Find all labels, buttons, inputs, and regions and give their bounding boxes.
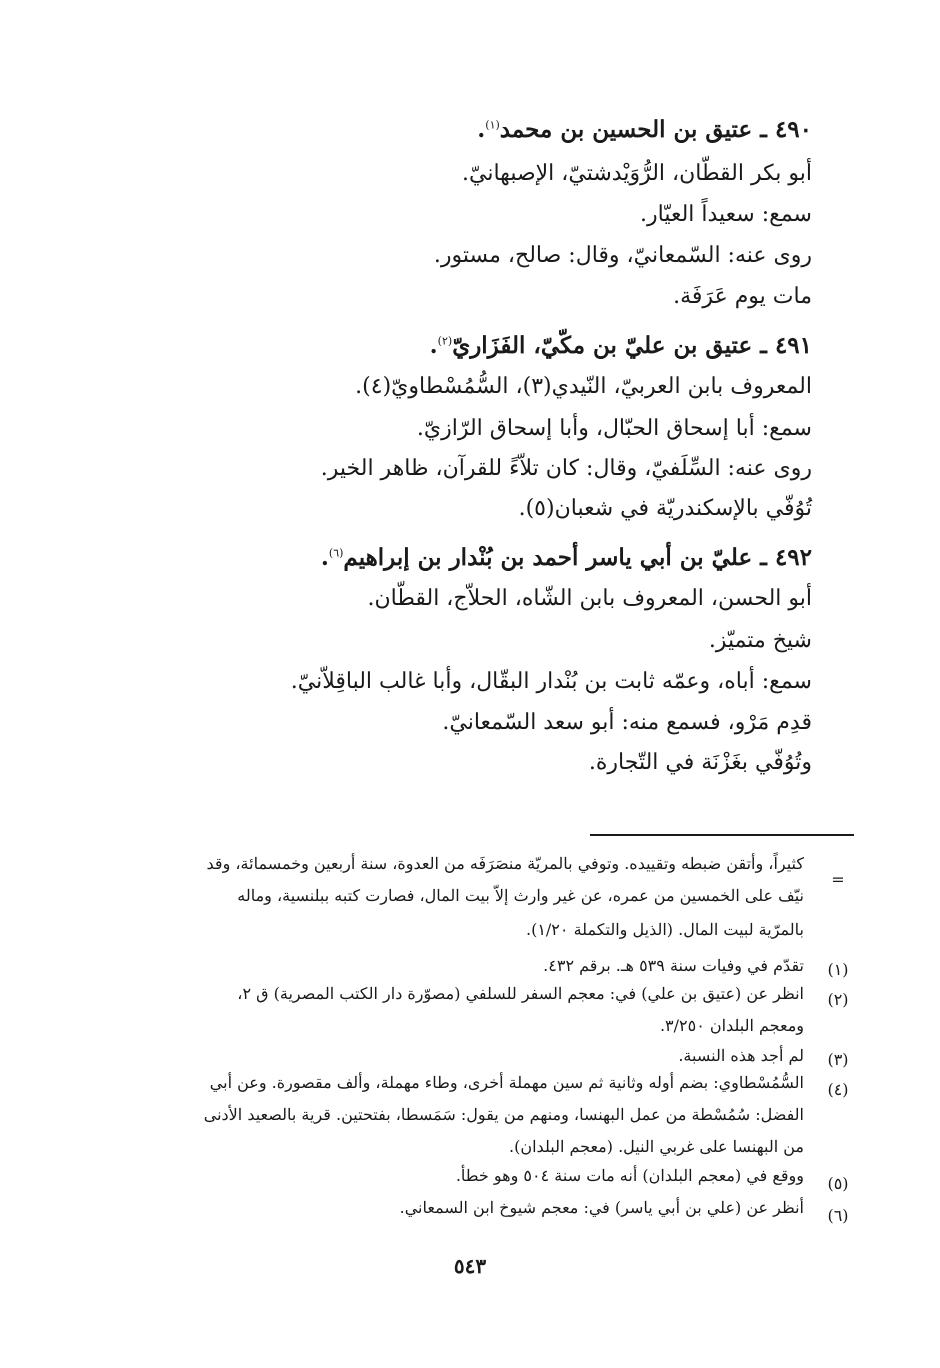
- footnote-number: (١): [827, 960, 849, 979]
- footnote-number: (٣): [827, 1050, 849, 1069]
- footnote-ref: (٦): [328, 546, 344, 560]
- entry-heading: ٤٩١ ـ عتيق بن عليّ بن مكّيّ، الفَزَاريّ$^{(٢)}$.: [429, 332, 812, 359]
- entry-line: سمع: أباه، وعمّه ثابت بن بُنْدار البقّال، وأبا غالب الباقِلاّنيّ.: [290, 669, 812, 694]
- footnote-number: (٦): [827, 1206, 849, 1225]
- footnote-ref: (١): [485, 118, 500, 132]
- entry-line: وتُوُفّي بغَزْنَة في التّجارة.: [588, 750, 812, 775]
- entry-line: روى عنه: السّمعانيّ، وقال: صالح، مستور.: [433, 243, 812, 268]
- entry-line: المعروف بابن العربيّ، النّيدي(٣)، السُّمُسْطاويّ(٤).: [355, 374, 812, 399]
- entry-line: قدِم مَرْو، فسمع منه: أبو سعد السّمعانيّ.: [442, 710, 812, 735]
- entry-line: سمع: سعيداً العيّار.: [640, 202, 812, 227]
- footnote-ref: (٢): [437, 334, 453, 348]
- footnote-line: كثيراً، وأتقن ضبطه وتقييده. وتوفي بالمريّة منصَرَفَه من العدوة، سنة أربعين وخمسمائة، وقد: [206, 854, 804, 873]
- page-number: ٥٤٣: [453, 1254, 487, 1278]
- footnote-line: أنظر عن (علي بن أبي ياسر) في: معجم شيوخ ابن السمعاني.: [399, 1198, 804, 1217]
- footnote-separator: [590, 834, 854, 836]
- entry-line: سمع: أبا إسحاق الحبّال، وأبا إسحاق الرّازيّ.: [416, 416, 812, 441]
- footnote-number: (٤): [827, 1080, 849, 1099]
- entry-line: مات يوم عَرَفَة.: [673, 284, 812, 309]
- footnote-line: لم أجد هذه النسبة.: [678, 1046, 804, 1065]
- footnote-number: (٢): [827, 990, 849, 1009]
- entry-heading: ٤٩٢ ـ عليّ بن أبي ياسر أحمد بن بُنْدار بن إبراهيم$^{(٦)}$.: [320, 544, 812, 571]
- footnote-number: (٥): [827, 1174, 849, 1193]
- footnote-line: تقدّم في وفيات سنة ٥٣٩ هـ. برقم ٤٣٢.: [543, 956, 804, 975]
- footnote-line: ووقع في (معجم البلدان) أنه مات سنة ٥٠٤ وهو خطأ.: [455, 1166, 804, 1185]
- entry-line: أبو الحسن، المعروف بابن الشّاه، الحلاّج، القطّان.: [367, 586, 812, 611]
- footnote-line: السُّمُسْطاوي: بضم أوله وثانية ثم سين مهملة أخرى، وطاء مهملة، وألف مقصورة. وعن أبي: [209, 1073, 804, 1092]
- entry-line: تُوُفّي بالإسكندريّة في شعبان(٥).: [518, 496, 812, 521]
- entry-line: أبو بكر القطّان، الرُّوَيْدشتيّ، الإصبهانيّ.: [462, 161, 812, 186]
- footnote-line: الفضل: سُمُسْطة من عمل البهنسا، ومنهم من يقول: سَمَسطا، بفتحتين. قرية بالصعيد الأدنى: [203, 1105, 804, 1124]
- footnote-line: ومعجم البلدان ٣/٢٥٠.: [659, 1016, 804, 1035]
- entry-line: روى عنه: السِّلَفيّ، وقال: كان تلاّءً للقرآن، ظاهر الخير.: [320, 456, 812, 481]
- footnote-line: من البهنسا على غربي النيل. (معجم البلدان).: [509, 1137, 804, 1156]
- footnote-line: بالمرّية لبيت المال. (الذيل والتكملة ١/٢٠).: [525, 920, 804, 939]
- footnote-continuation-marker: =: [831, 870, 845, 889]
- entry-heading: ٤٩٠ ـ عتيق بن الحسين بن محمد$^{(١)}$.: [477, 116, 812, 143]
- entry-line: شيخ متميّز.: [708, 628, 812, 653]
- footnote-line: نيّف على الخمسين من عمره، عن غير وارث إلاّ بيت المال، فصارت كتبه ببلنسية، وماله: [237, 886, 804, 905]
- footnote-line: انظر عن (عتيق بن علي) في: معجم السفر للسلفي (مصوّرة دار الكتب المصرية) ق ٢،: [237, 984, 804, 1003]
